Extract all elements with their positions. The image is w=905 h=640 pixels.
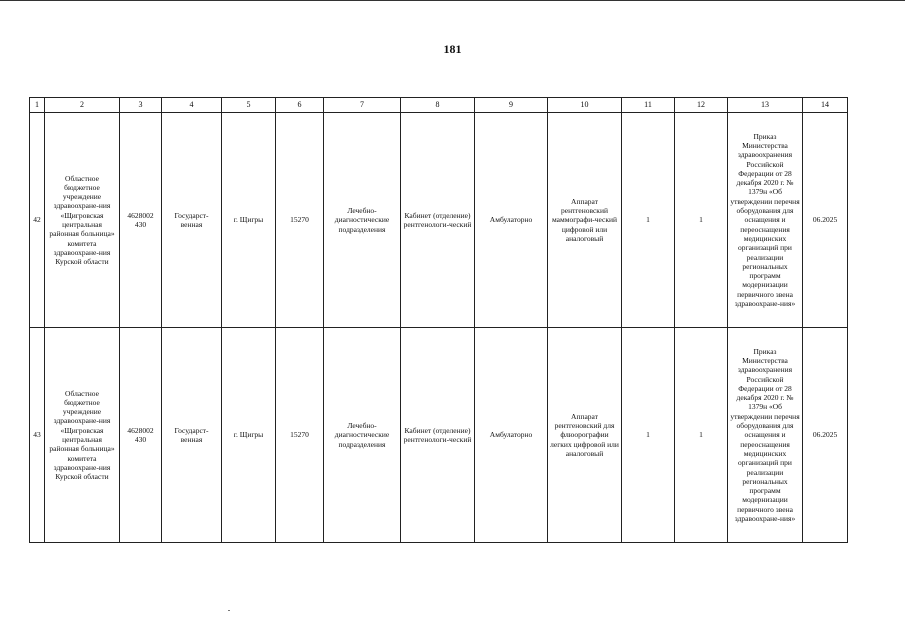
city-cell: г. Щигры	[222, 328, 276, 543]
date-cell: 06.2025	[803, 113, 848, 328]
column-header: 2	[45, 98, 120, 113]
date-cell: 06.2025	[803, 328, 848, 543]
division-cell: Лечебно-диагностические подразделения	[324, 113, 401, 328]
order-reference-cell: Приказ Министерства здравоохранения Российской Федерации от 28 декабря 2020 г. № 1379н «Об утверждении перечня оборудования для оснащения и переоснащения медицинских организаций при реализации региональных программ модернизации первичного звена здравоохране-ния»	[728, 328, 803, 543]
column-header: 3	[120, 98, 162, 113]
quantity-cell: 1	[622, 328, 675, 543]
equipment-cell: Аппарат рентгеновский для флюорографии легких цифровой или аналоговый	[548, 328, 622, 543]
column-header: 8	[401, 98, 475, 113]
organization-cell: Областное бюджетное учреждение здравоохране-ния «Щигровская центральная районная больница» комитета здравоохране-ния Курской области	[45, 328, 120, 543]
column-header: 13	[728, 98, 803, 113]
column-header: 5	[222, 98, 276, 113]
cabinet-cell: Кабинет (отделение) рентгенологи-ческий	[401, 328, 475, 543]
division-cell: Лечебно-диагностические подразделения	[324, 328, 401, 543]
column-header: 9	[475, 98, 548, 113]
code-cell: 4628002 430	[120, 113, 162, 328]
column-header: 12	[675, 98, 728, 113]
quantity-cell: 1	[622, 113, 675, 328]
scan-speck	[228, 610, 230, 611]
column-header: 1	[30, 98, 45, 113]
column-header: 10	[548, 98, 622, 113]
number-cell: 15270	[276, 328, 324, 543]
equipment-cell: Аппарат рентгеновский маммографи-ческий цифровой или аналоговый	[548, 113, 622, 328]
number-cell: 15270	[276, 113, 324, 328]
page-number: 181	[443, 42, 462, 56]
organization-cell: Областное бюджетное учреждение здравоохране-ния «Щигровская центральная районная больница» комитета здравоохране-ния Курской области	[45, 113, 120, 328]
data-table	[29, 97, 848, 543]
code-cell: 4628002 430	[120, 328, 162, 543]
quantity-cell: 1	[675, 328, 728, 543]
row-number-cell: 42	[30, 113, 45, 328]
column-header: 6	[276, 98, 324, 113]
header-row	[30, 98, 848, 113]
care-type-cell: Амбулаторно	[475, 113, 548, 328]
column-header: 7	[324, 98, 401, 113]
table-row	[30, 328, 848, 543]
ownership-cell: Государст-венная	[162, 113, 222, 328]
column-header: 14	[803, 98, 848, 113]
row-number-cell: 43	[30, 328, 45, 543]
order-reference-cell: Приказ Министерства здравоохранения Российской Федерации от 28 декабря 2020 г. № 1379н «Об утверждении перечня оборудования для оснащения и переоснащения медицинских организаций при реализации региональных программ модернизации первичного звена здравоохране-ния»	[728, 113, 803, 328]
ownership-cell: Государст-венная	[162, 328, 222, 543]
care-type-cell: Амбулаторно	[475, 328, 548, 543]
column-header: 11	[622, 98, 675, 113]
quantity-cell: 1	[675, 113, 728, 328]
city-cell: г. Щигры	[222, 113, 276, 328]
column-header: 4	[162, 98, 222, 113]
top-rule	[0, 0, 905, 1]
cabinet-cell: Кабинет (отделение) рентгенологи-ческий	[401, 113, 475, 328]
table-row	[30, 113, 848, 328]
